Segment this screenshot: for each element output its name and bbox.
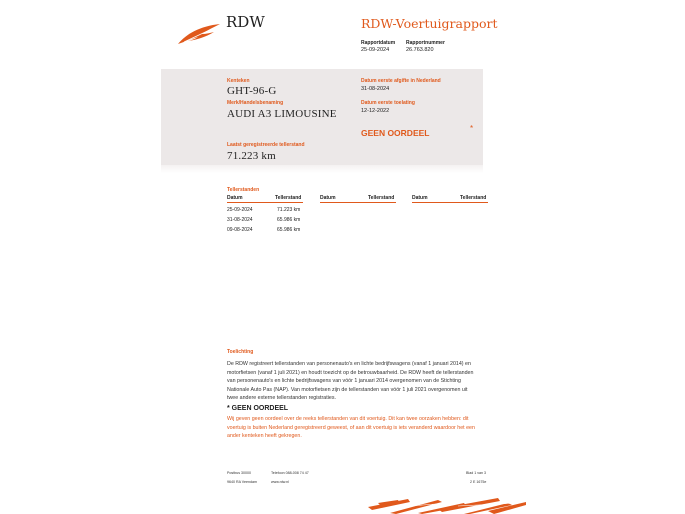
verdict-explanation-heading: * GEEN OORDEEL (227, 405, 289, 412)
footer-phone: Telefoon 088-008 74 47 (271, 471, 309, 475)
report-number-value: 26.763.820 (406, 47, 434, 53)
footer-website-link[interactable]: www.rdw.nl (271, 480, 289, 484)
col-date-header-2: Datum (320, 195, 336, 201)
odometer-value: 71.223 km (227, 150, 276, 162)
col-reading-header-2: Tellerstand (368, 195, 395, 201)
explanation-line-3: van personenauto's en lichte bedrijfswagens van vóór 1 januari 2014 overgenomen van de Stichting (227, 378, 461, 384)
col-reading-header-1: Tellerstand (275, 195, 302, 201)
verdict-explanation-line-2: voertuig is buiten Nederland geregistreerd geweest, of aan dit voertuig is iets veranderd waardoor het een (227, 424, 475, 431)
decorative-stripes-icon (368, 497, 526, 514)
explanation-title: Toelichting (227, 349, 254, 355)
verdict-badge: GEEN OORDEEL (361, 128, 430, 138)
first-admission-label: Datum eerste toelating (361, 100, 415, 106)
first-admission-value: 12-12-2022 (361, 108, 390, 114)
first-registration-nl-label: Datum eerste afgifte in Nederland (361, 78, 441, 84)
header-rule-3 (412, 202, 488, 203)
plate-value: GHT-96-G (227, 85, 277, 97)
report-date-value: 25-09-2024 (361, 47, 390, 53)
reading-row-2-value: 65.986 km (277, 217, 301, 223)
odometer-label: Laatst geregistreerde tellerstand (227, 142, 305, 148)
reading-row-3-date: 09-08-2024 (227, 227, 253, 233)
col-reading-header-3: Tellerstand (460, 195, 487, 201)
header-rule-2 (320, 202, 396, 203)
col-date-header-1: Datum (227, 195, 243, 201)
reading-row-1-value: 71.223 km (277, 207, 301, 213)
reading-row-1-date: 25-09-2024 (227, 207, 253, 213)
vehicle-summary-panel-shadow (161, 165, 483, 173)
verdict-explanation-line-1: Wij geven geen oordeel over de reeks tellerstanden van dit voertuig. Dit kan twee oorzaken hebben: dit (227, 416, 469, 422)
footer-document-code: 2 E 1675e (470, 480, 487, 484)
reading-row-3-value: 65.986 km (277, 227, 301, 233)
first-registration-nl-value: 31-08-2024 (361, 86, 390, 92)
verdict-explanation-line-3: ander kenteken heeft gekregen. (227, 433, 302, 439)
footer-page-number: Blad 1 van 3 (466, 471, 486, 475)
reading-row-2-date: 31-08-2024 (227, 217, 253, 223)
explanation-line-5: twee andere externe tellerstanden registraties. (227, 395, 336, 401)
make-value: AUDI A3 LIMOUSINE (227, 108, 337, 120)
col-date-header-3: Datum (412, 195, 428, 201)
report-title: RDW-Voertuigrapport (361, 16, 498, 31)
explanation-line-1: De RDW registreert tellerstanden van personenauto's en lichte bedrijfswagens (vanaf 1 januari 2014) en (227, 361, 471, 367)
plate-label: Kenteken (227, 78, 250, 84)
brand-name: RDW (226, 13, 265, 31)
explanation-line-4: Nationale Auto Pas (NAP). Van motorfietsen zijn de tellerstanden van vóór 1 juli 2021 overgenomen uit (227, 386, 468, 393)
make-label: Merk/Handelsbenaming (227, 100, 284, 106)
readings-title: Tellerstanden (227, 187, 260, 193)
footer-postal: 9640 RA Veendam (227, 480, 257, 484)
rdw-logo-icon (176, 22, 222, 46)
report-date-label: Rapportdatum (361, 40, 396, 46)
explanation-line-2: motorfietsen (vanaf 1 juli 2021) en houdt toezicht op de betrouwbaarheid. De RDW heeft de tellerstanden (227, 369, 474, 376)
verdict-asterisk: * (470, 124, 474, 133)
header-rule-1 (227, 202, 303, 203)
report-number-label: Rapportnummer (406, 40, 445, 46)
footer-po-box: Postbus 30000 (227, 471, 251, 475)
